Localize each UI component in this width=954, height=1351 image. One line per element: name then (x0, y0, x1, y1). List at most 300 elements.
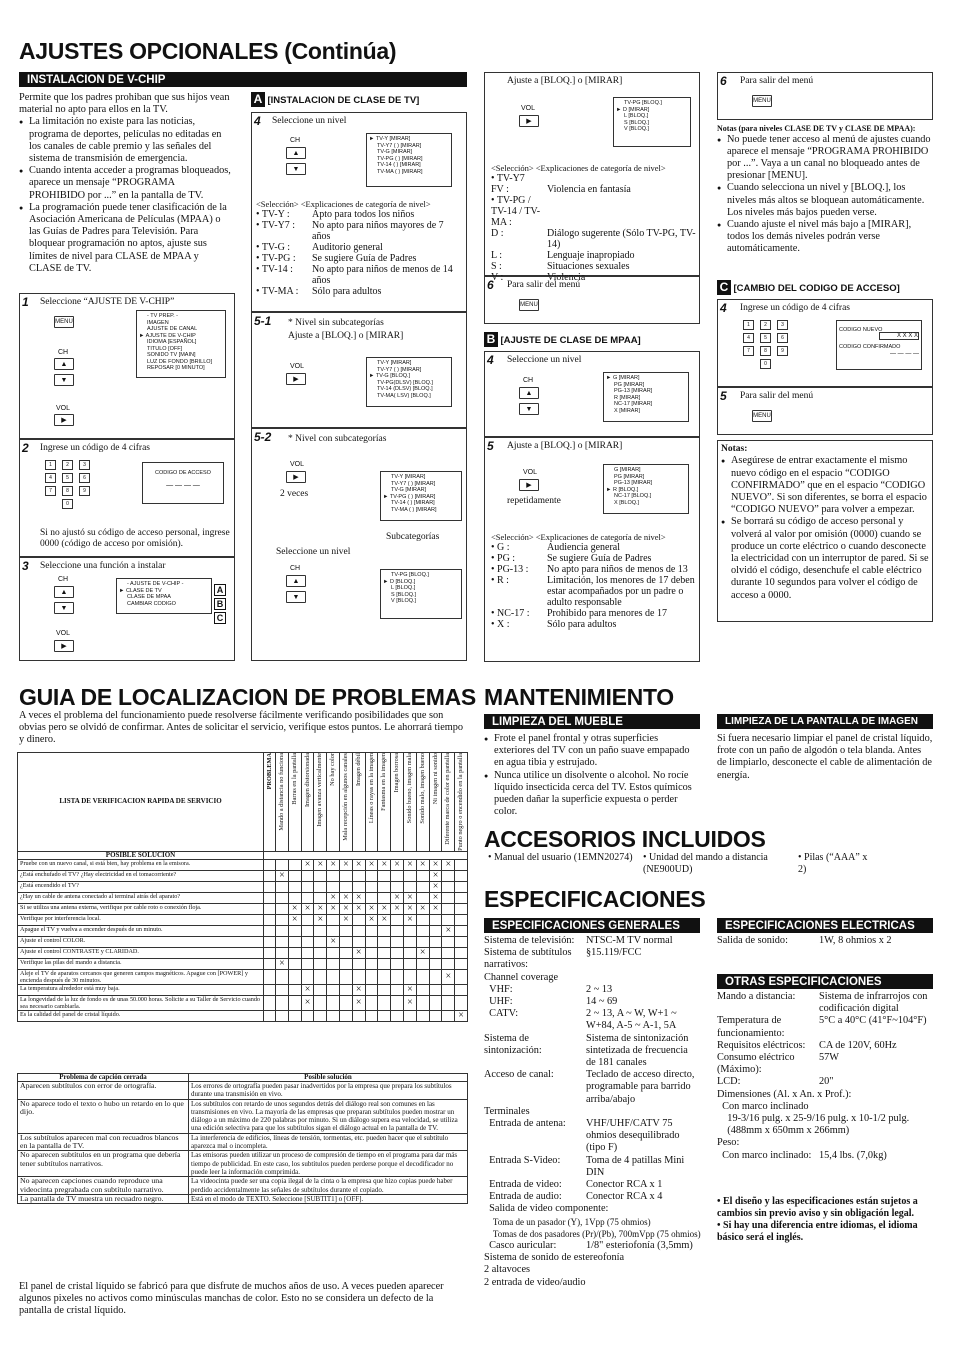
section-a-title: [INSTALACION DE CLASE DE TV] (267, 95, 420, 106)
check-cell (429, 969, 442, 984)
row-value: No apto para niños de menos de 13 (547, 564, 688, 576)
check-cell (391, 914, 404, 925)
check-cell (327, 870, 340, 881)
keypad-key: 2 (62, 460, 73, 470)
step-text: Seleccione una función a instalar (40, 561, 166, 571)
spec-key: Salida de sonido: (717, 935, 788, 946)
tv-level-table (256, 199, 462, 297)
row-key: • X : (491, 619, 510, 631)
mpaa-screen (603, 372, 689, 422)
check-mark-icon: × (340, 859, 353, 870)
mant-bar1: LIMPIEZA DEL MUEBLE (484, 714, 700, 729)
row-solution: Verifique por interferencia local. (18, 914, 264, 925)
check-mark-icon: × (416, 859, 429, 870)
check-cell (442, 903, 455, 914)
check-cell (288, 892, 301, 903)
spec-row (484, 984, 700, 996)
row-solution: Si se utiliza una antena externa, verifique por cable roto o conexión floja. (18, 903, 264, 914)
row-key: • TV-Y7 (491, 173, 525, 185)
step-number: 5-1 (254, 314, 272, 328)
screen-line: TV-G [MIRAR] (377, 149, 413, 155)
check-cell (314, 995, 327, 1010)
check-cell (455, 995, 468, 1010)
row-value: Diálogo sugerente (Sólo TV-PG, TV-14) (547, 228, 696, 251)
spec-note: • El diseño y las especificaciones están sujetos a cambios sin previo aviso y sin obligación legal. (717, 1196, 918, 1219)
note-item: ● Asegúrese de entrar exactamente el mismo nuevo código en el espacio “CODIGO CONFIRMADO” que en el espacio “CODIGO NUEVO”. Si son diferentes, se borra el espacio “CODIGO NUEVO” para volver a empezar. (721, 455, 929, 516)
check-cell (416, 914, 429, 925)
check-cell (288, 1010, 301, 1021)
screen-line: PG-13 [MIRAR] (614, 388, 653, 394)
check-cell (288, 969, 301, 984)
screen-line: ► TV-G [BLOQ.] (369, 373, 411, 379)
keypad-key: 4 (743, 333, 754, 343)
check-cell (276, 995, 289, 1010)
screen-line: NC-17 [MIRAR] (614, 401, 653, 407)
screen-line: ► R [BLOQ.] (606, 486, 639, 493)
row-key: V : (491, 272, 504, 284)
check-cell (378, 995, 391, 1010)
tag-b: B (484, 332, 498, 347)
screen-line: TV-MA ( ) [MIRAR] (391, 506, 437, 513)
step-text: Seleccione un nivel (507, 355, 582, 365)
screen-line: G [MIRAR] (614, 467, 641, 473)
check-cell (365, 969, 378, 984)
mant-title: MANTENIMIENTO (484, 684, 674, 710)
espec-title: ESPECIFICACIONES (484, 886, 706, 912)
spec-value: 15,4 lbs. (7,0kg) (819, 1149, 887, 1161)
screen-line: TV-Y7 ( ) [MIRAR] (377, 142, 422, 149)
caption-header: Posible solución (189, 1074, 468, 1082)
check-cell (378, 870, 391, 881)
check-cell (327, 1010, 340, 1021)
caption-cell: Las emisoras pueden utilizar un proceso de compresión de tiempo en el programa para dar más tiempo de publicidad. En este caso, los subtítulos pueden perderse porque el decodificador no puede leer la información comprimida. (189, 1151, 468, 1177)
check-cell (340, 881, 353, 892)
row-key: • NC-17 : (491, 608, 530, 620)
row-key: D : (491, 228, 504, 240)
spec-row (717, 1113, 933, 1125)
keypad-key: 0 (62, 499, 73, 509)
check-mark-icon: × (314, 903, 327, 914)
espec-bar1: ESPECIFICACIONES GENERALES (484, 918, 700, 933)
check-cell (429, 914, 442, 925)
section-c-title: [CAMBIO DEL CODIGO DE ACCESO] (733, 283, 900, 294)
spec-key: Sistema de sintonización: (484, 1032, 542, 1056)
column-header (301, 753, 314, 852)
check-cell (365, 881, 378, 892)
spec-row (484, 1252, 700, 1264)
row-solution: La longevidad de la luz de fondo es de unas 50.000 horas. Solicite a su Taller de Servicio cuando sea necesario cambiarla. (18, 995, 264, 1010)
check-mark-icon: × (352, 995, 365, 1010)
tv-step52 (251, 428, 467, 661)
spec-value: CA de 120V, 60Hz (819, 1039, 897, 1051)
check-cell (391, 947, 404, 958)
table-row (18, 925, 468, 936)
table-row (491, 553, 697, 564)
caption-cell: La interferencia de edificios, líneas de tensión, tormentas, etc. pueden hacer que el subtítulo aparezca mal o incompleta. (189, 1133, 468, 1151)
step-text: Ingrese un código de 4 cifras (740, 303, 851, 313)
ch-up-icon: ▲ (286, 147, 306, 159)
spec-value: 2 ~ 13 (586, 983, 613, 995)
column-label: Mala recepción en algunos canales (342, 753, 350, 841)
check-cell (442, 936, 455, 947)
new-code-screen (836, 320, 922, 370)
screen-line: PG-13 [MIRAR] (614, 480, 653, 486)
service-checklist-table (17, 752, 468, 1022)
caption-cell: Los subtítulos con retardo de unos segundos detrás del diálogo real son comunes en las transmisiones en vivo. La mayoría de las empresas que preparan subtítulos pueden mostrar un diálogo a un máximo de 220 palabras por minuto. Si un diálogo supera esa velocidad, se utiliza una edición selectiva para que los subtítulos sigan el diálogo actual en la pantalla de TV. (189, 1099, 468, 1133)
step-text: Ajuste a [BLOQ.] o [MIRAR] (507, 76, 623, 86)
ch-down-icon: ▼ (519, 403, 539, 415)
check-cell (276, 984, 289, 995)
check-cell (288, 947, 301, 958)
spec-value: 57W (819, 1052, 840, 1064)
vol-label: VOL (523, 469, 538, 476)
vol-label: VOL (56, 630, 71, 637)
caption-cell: No aparecen subtítulos en un programa que debería tener subtítulos narrativos. (18, 1151, 189, 1177)
ref-box-c: C (214, 612, 226, 624)
tv-step-cont (484, 72, 700, 284)
access-code-mask: — — — — (166, 481, 200, 489)
check-cell (391, 958, 404, 969)
check-mark-icon: × (301, 995, 314, 1010)
step-number: 6 (487, 278, 494, 292)
check-cell (455, 903, 468, 914)
spec-value: Sistema de sintonización sintetizada de frecuencia de 181 canales (586, 1032, 689, 1069)
table-row (491, 261, 697, 272)
ch-down-icon: ▼ (54, 374, 74, 386)
bullet-item: ● La limitación no existe para las noticias, programa de deportes, películas no editadas en los canales de cable premio y las señales del sistema de transmisión de emergencia. (19, 116, 231, 165)
spec-row (717, 991, 933, 1015)
check-mark-icon: × (276, 870, 289, 881)
spec-row (717, 1015, 933, 1039)
ref-box-a: A (214, 584, 226, 596)
keypad-key: 9 (79, 486, 90, 496)
spec-row (484, 1191, 700, 1203)
keypad-key: 5 (760, 333, 771, 343)
menu-button: MENU (752, 95, 772, 107)
screen-line: S [BLOQ.] (624, 119, 650, 126)
screen-line: ► G [MIRAR] (606, 375, 640, 381)
caption-cell: La videocinta puede ser una copia ilegal de la cinta o la empresa que hizo copias puede haber perdido accidentalmente las señales de subtítulos durante el copiado. (189, 1177, 468, 1195)
ch-up-icon: ▲ (519, 387, 539, 399)
check-cell (455, 881, 468, 892)
spec-row (717, 1089, 933, 1101)
screen-line: CAMBIAR CODIGO (127, 600, 176, 607)
check-cell (455, 969, 468, 984)
vol-label: VOL (521, 105, 536, 112)
keypad-key: 3 (79, 460, 90, 470)
spec-row (484, 996, 700, 1008)
page-title: AJUSTES OPCIONALES (Continúa) (19, 38, 397, 64)
ch-down-icon: ▼ (54, 602, 74, 614)
new-code-mask: X X X X (879, 332, 919, 341)
check-cell (455, 984, 468, 995)
check-cell (276, 925, 289, 936)
check-cell (327, 947, 340, 958)
row-key: FV : (491, 184, 509, 196)
spec-row (717, 1150, 933, 1162)
check-cell (378, 969, 391, 984)
check-cell (416, 958, 429, 969)
check-cell (264, 870, 276, 881)
mpaa-step5 (484, 437, 700, 662)
row-solution: Es la calidad del panel de cristal líquido. (18, 1010, 264, 1021)
step-text: Para salir del menú (507, 280, 581, 290)
table-row (18, 870, 468, 881)
check-cell (340, 984, 353, 995)
row-key: • PG : (491, 553, 516, 565)
keypad-key: 3 (777, 320, 788, 330)
spec-row (717, 1040, 933, 1052)
spec-row (717, 1125, 933, 1137)
twice-label: 2 veces (280, 489, 309, 499)
row-key: • TV-Y : (256, 209, 290, 221)
table-row (491, 564, 697, 575)
check-cell (429, 984, 442, 995)
check-cell (416, 881, 429, 892)
vol-label: VOL (290, 461, 305, 468)
row-value: Situaciones sexuales (547, 261, 630, 273)
espec-otras-list (717, 991, 933, 1162)
table-row (18, 995, 468, 1010)
check-cell (391, 870, 404, 881)
spec-key: Acceso de canal: (484, 1069, 554, 1081)
check-cell (416, 969, 429, 984)
spec-key: Salida de video componente: (484, 1203, 609, 1215)
step-text-2: Ajuste a [BLOQ.] o [MIRAR] (288, 331, 404, 341)
spec-key: Entrada de video: (484, 1179, 562, 1191)
table-row (491, 250, 697, 261)
check-cell (301, 969, 314, 984)
spec-key: Con marco inclinado: (717, 1149, 812, 1161)
spec-key: Sistema de subtítulos narrativos: (484, 947, 575, 971)
check-cell (288, 859, 301, 870)
screen-line: LUZ DE FONDO [BRILLO] (147, 358, 213, 365)
check-cell (391, 969, 404, 984)
column-label: Mando a distancia no funciona (278, 753, 286, 831)
check-mark-icon: × (455, 1010, 468, 1021)
screen-line: CLASE DE MPAA (127, 594, 171, 600)
tv-step51 (251, 312, 467, 428)
access-code-screen (142, 462, 224, 504)
check-cell (404, 881, 417, 892)
vol-label: VOL (56, 405, 71, 412)
note-item: ● Cuando ajuste el nivel más bajo a [MIRAR], todos los demás niveles podrán verse automáticamente. (717, 219, 933, 256)
check-mark-icon: × (404, 995, 417, 1010)
caption-cell: Los errores de ortografía pueden pasar inadvertidos por la empresa que prepara los subtítulos durante una transmisión en vivo. (189, 1082, 468, 1100)
check-mark-icon: × (391, 859, 404, 870)
check-cell (340, 1010, 353, 1021)
row-key: • TV-Y7 : (256, 220, 296, 232)
row-key: • TV-PG : (256, 253, 296, 265)
spec-row (484, 1216, 700, 1228)
accessory-item: • Pilas (“AAA” x 2) (798, 852, 868, 875)
caption-table (17, 1073, 468, 1204)
code-step5 (717, 387, 933, 435)
row-value: Sólo para adultos (547, 619, 617, 631)
screen-line: ► CLASE DE TV (119, 587, 162, 594)
step-text: Ingrese un código de 4 cifras (40, 443, 151, 453)
screen-line: TITULO [OFF] (147, 345, 183, 352)
check-cell (442, 1010, 455, 1021)
spec-key: Con marco inclinado (717, 1100, 809, 1112)
check-cell (340, 870, 353, 881)
spec-key: Tomas de dos pasadores (Pr)/(Pb), 700mVpp (75 ohmios) (484, 1228, 701, 1239)
ch-up-icon: ▲ (54, 586, 74, 598)
keypad-key: 1 (45, 460, 56, 470)
section-b-title: [AJUSTE DE CLASE DE MPAA] (500, 335, 641, 346)
row-key: • TV-PG / TV-14 / TV-MA : (491, 195, 541, 229)
screen-line: TV-MA( LSV) [BLOQ.] (377, 392, 431, 399)
table-row (491, 228, 697, 250)
vol-icon: ▶ (286, 373, 306, 385)
keypad-key: 7 (743, 346, 754, 356)
vchip-bar: INSTALACION DE V-CHIP (19, 72, 467, 87)
spec-note: • Si hay una diferencia entre idiomas, el idioma básico será el inglés. (717, 1220, 918, 1243)
check-cell (429, 936, 442, 947)
spec-key: VHF: (484, 983, 513, 995)
step-number: 6 (720, 74, 727, 88)
row-key: • PG-13 : (491, 564, 529, 576)
check-mark-icon: × (378, 859, 391, 870)
caption-cell: Los subtítulos aparecen mal con recuadros blancos en la pantalla de TV. (18, 1133, 189, 1151)
check-mark-icon: × (327, 859, 340, 870)
check-cell (404, 925, 417, 936)
check-cell (264, 995, 276, 1010)
column-label: Sonido bueno, imagen mala (406, 753, 414, 824)
check-mark-icon: × (416, 903, 429, 914)
screen-line: TV-PG [BLOQ.] (624, 100, 662, 106)
ch-label: CH (290, 565, 301, 572)
check-mark-icon: × (276, 958, 289, 969)
keypad-key: 0 (760, 359, 771, 369)
confirm-code-mask: — — — — (889, 350, 919, 357)
spec-key: Casco auricular: (484, 1240, 557, 1252)
table-row (18, 859, 468, 870)
screen-line: ► D [MIRAR] (616, 106, 650, 113)
screen-line: L [BLOQ.] (624, 113, 649, 119)
check-cell (314, 958, 327, 969)
column-label: Imagen borrosa (393, 753, 401, 793)
row-value: Auditorio general (312, 242, 383, 254)
row-key: • R : (491, 575, 509, 587)
ref-box-b: B (214, 598, 226, 610)
menu-button: MENU (752, 410, 772, 422)
row-key: L : (491, 250, 503, 262)
row-value: Apto para todos los niños (312, 209, 415, 221)
spec-row (484, 972, 700, 984)
keypad-key: 2 (760, 320, 771, 330)
check-cell (264, 969, 276, 984)
screen-line: S [BLOQ.] (391, 591, 417, 598)
mant-bar2: LIMPIEZA DE LA PANTALLA DE IMAGEN (717, 714, 933, 729)
subcat-label: Subcategorías (386, 532, 440, 542)
table-row (491, 542, 697, 553)
tv-block-screen (366, 357, 452, 407)
table-row (18, 1194, 468, 1203)
check-cell (416, 892, 429, 903)
check-cell (391, 1010, 404, 1021)
check-cell (391, 995, 404, 1010)
check-mark-icon: × (442, 925, 455, 936)
check-cell (314, 969, 327, 984)
check-cell (264, 936, 276, 947)
check-cell (442, 881, 455, 892)
screen-line: ► TV-PG ( ) [MIRAR] (383, 493, 436, 500)
check-cell (327, 969, 340, 984)
caption-cell: No aparece todo el texto o hubo un retardo en lo que dijo. (18, 1099, 189, 1133)
caption-cell: La pantalla de TV muestra un recuadro negro. (18, 1194, 189, 1203)
tag-c: C (717, 280, 731, 295)
spec-row (484, 1155, 700, 1179)
check-mark-icon: × (352, 903, 365, 914)
notas2-block (717, 440, 933, 622)
check-mark-icon: × (365, 903, 378, 914)
table-row (18, 947, 468, 958)
table-row (491, 195, 697, 228)
screen-line: TV-Y [MIRAR] (391, 474, 426, 480)
screen-line: TV-PG ( ) [MIRAR] (377, 155, 423, 162)
step-note: Si no ajustó su código de acceso personal, ingrese 0000 (código de acceso por omisión). (40, 528, 230, 549)
mpaa-screen-2 (603, 464, 689, 514)
step-number: 4 (254, 114, 261, 128)
espec-notes (717, 1196, 933, 1244)
spec-key: UHF: (484, 996, 513, 1008)
spec-key: Channel coverage (484, 971, 559, 983)
spec-value: Sistema de infrarrojos con codificación digital (819, 991, 928, 1015)
check-cell (352, 925, 365, 936)
screen-line: TV-Y7 ( ) [MIRAR] (391, 480, 436, 487)
column-label: Barras en la pantalla (290, 753, 298, 805)
spec-value: VHF/UHF/CATV 75 ohmios desequilibrado (tipo F) (586, 1118, 680, 1154)
spec-key: LCD: (717, 1076, 741, 1088)
table-row (18, 1099, 468, 1133)
check-cell (429, 1010, 442, 1021)
spec-row (484, 1228, 700, 1240)
check-cell (365, 984, 378, 995)
section-a-head (251, 92, 419, 107)
column-header (352, 753, 365, 852)
row-value: No apto para niños de menos de 14 años (312, 264, 453, 287)
row-value: Violencia (547, 272, 586, 284)
check-cell (276, 903, 289, 914)
check-cell (276, 914, 289, 925)
check-cell (429, 925, 442, 936)
check-cell (416, 995, 429, 1010)
check-cell (264, 947, 276, 958)
check-cell (404, 936, 417, 947)
keypad-key: 9 (777, 346, 788, 356)
ch-label: CH (58, 349, 69, 356)
spec-row (717, 1101, 933, 1113)
check-cell (378, 881, 391, 892)
keypad (740, 318, 792, 370)
note-item: ● No puede tener acceso al menú de ajustes cuando aparece el mensaje “PROGRAMA PROHIBIDO por ...”. Vaya a un canal no bloqueado antes de presionar [MENU]. (717, 134, 933, 183)
table-row (18, 1010, 468, 1021)
check-mark-icon: × (352, 892, 365, 903)
table-row (491, 619, 697, 630)
tag-a: A (251, 92, 265, 107)
check-cell (416, 936, 429, 947)
screen-line: L [BLOQ.] (391, 585, 416, 591)
check-mark-icon: × (442, 859, 455, 870)
access-code-label: CODIGO DE ACCESO (155, 470, 211, 476)
vchip-step2 (19, 439, 235, 557)
spec-key: Entrada S-Video: (484, 1154, 561, 1166)
check-cell (365, 1010, 378, 1021)
check-cell (340, 936, 353, 947)
spec-key: Peso: (717, 1137, 740, 1149)
code-step4 (717, 299, 933, 387)
